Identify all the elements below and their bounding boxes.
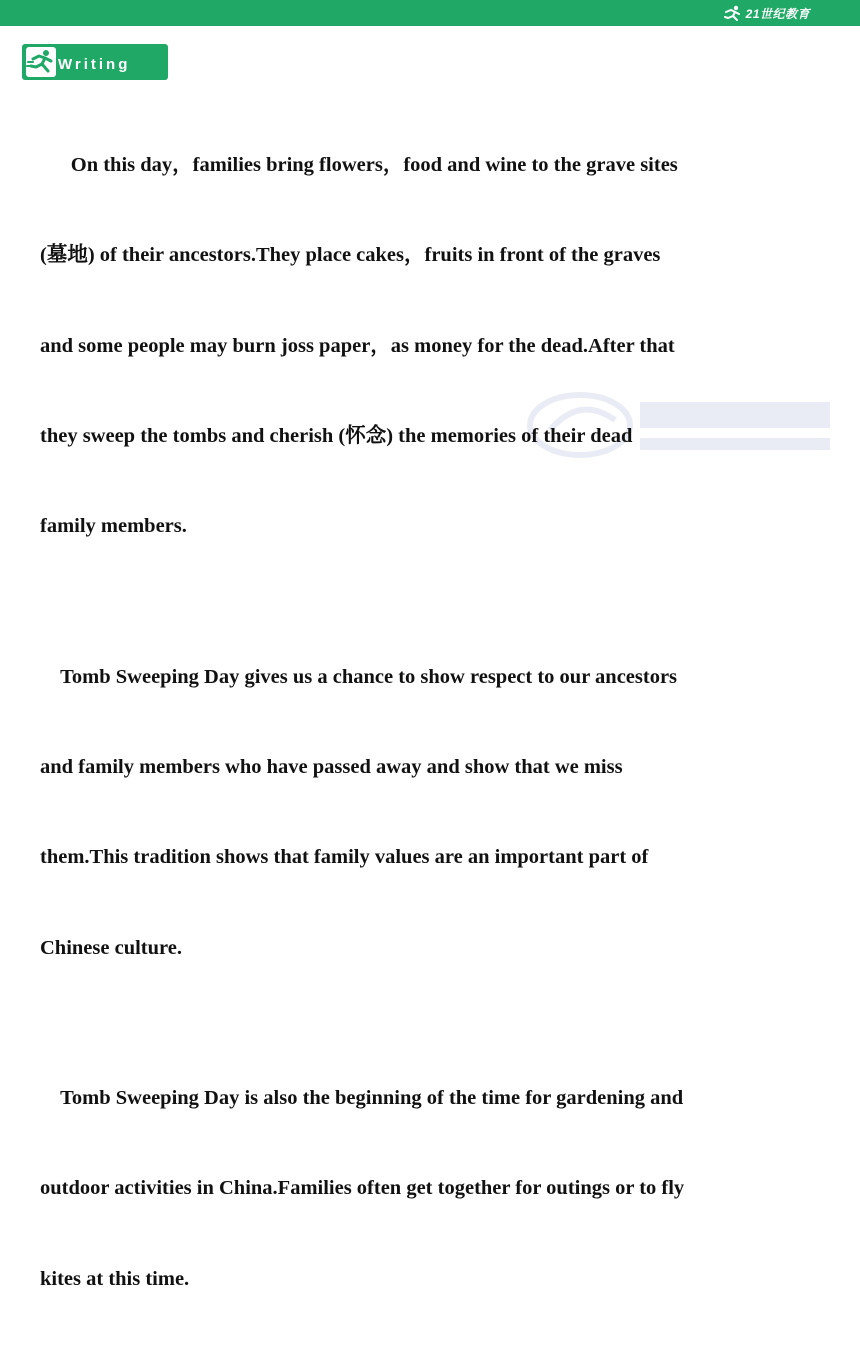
section-badge <box>22 44 168 80</box>
text-line: Tomb Sweeping Day is also the beginning of the time for gardening and <box>40 1087 684 1110</box>
text-line: family members. <box>40 515 187 538</box>
text-line: they sweep the tombs and cherish (怀念) the memories of their dead <box>40 425 633 448</box>
brand-runner-icon <box>722 5 742 21</box>
text-line: them.This tradition shows that family values are an important part of <box>40 846 649 869</box>
text-line: On this day，families bring flowers，food and wine to the grave sites <box>40 154 678 177</box>
text-line: Chinese culture. <box>40 936 182 959</box>
top-header-bar <box>0 0 860 26</box>
text-line: Tomb Sweeping Day gives us a chance to show respect to our ancestors <box>40 665 678 688</box>
brand-logo <box>722 4 810 22</box>
text-line: (墓地) of their ancestors.They place cakes，fruits in front of the graves <box>40 244 661 267</box>
paragraph-1 <box>40 90 840 602</box>
section-title: Writing <box>58 56 131 73</box>
brand-text: 21世纪教育 <box>745 6 810 21</box>
paragraph-2 <box>40 602 840 1023</box>
paragraph-3 <box>40 1023 840 1354</box>
text-line: kites at this time. <box>40 1267 190 1290</box>
text-line: and family members who have passed away and show that we miss <box>40 756 623 779</box>
text-line: outdoor activities in China.Families often get together for outings or to fly <box>40 1177 685 1200</box>
reading-passage <box>40 90 840 1354</box>
text-line: and some people may burn joss paper，as money for the dead.After that <box>40 334 675 357</box>
runner-icon <box>26 47 56 77</box>
